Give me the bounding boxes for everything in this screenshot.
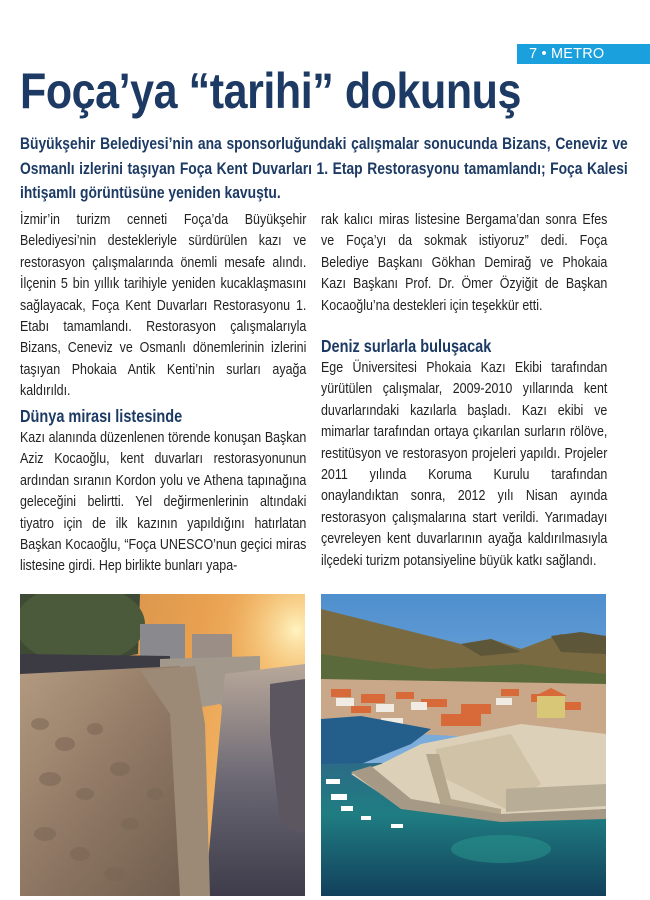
photo-harbour-aerial [321,594,606,896]
harbour-aerial-illustration [321,594,606,896]
intro-paragraph: İzmir’in turizm cenneti Foça’da Büyükşehir Belediyesi’nin destekleriyle sürdürülen kazı ve restorasyon çalışmalarında önemli mesafe alındı. İlçenin 5 bin yıllık tarihiyle yeniden kucaklaşmasını sağlayacak, Foça Kent Duvarları Restorasyonu 1. Etabı tamamlandı. Restorasyon çalışmalarıyla Bizans, Ceneviz ve Osmanlı dönemlerinin izlerini taşıyan Phokaia Antik Kenti’nin surları ayağa kaldırıldı. [20,211,307,400]
right-column [321,209,607,571]
left-column-upper [20,209,306,402]
section-heading-sea-walls: Deniz surlarla buluşacak [321,336,492,357]
article-title: Foça’ya “tarihi” dokunuş [20,63,522,119]
section-heading-world-heritage: Dünya mirası listesinde [20,406,183,426]
world-heritage-paragraph-part2: rak kalıcı miras listesine Bergama’dan sonra Efes ve Foça’yı da sokmak istiyoruz” dedi. Foça Belediye Başkanı Gökhan Demirağ ve Phokaia Kazı Başkanı Prof. Dr. Ömer Özyiğit de Başkan Kocaoğlu’na destekleri için teşekkür etti. [321,211,608,314]
left-column-lower [20,405,306,577]
world-heritage-paragraph-part1: Kazı alanında düzenlenen törende konuşan Başkan Aziz Kocaoğlu, kent duvarları restorasyonunun ardından sıranın Kordon yolu ve Athena tapınağına geleceğini belirtti. Yel değirmenlerinin altındaki tiyatro için de ilk kazının yapıldığını hatırlatan Başkan Kocaoğlu, “Foça UNESCO’nun geçici miras listesine girdi. Hep birlikte bunları yapa- [20,429,307,575]
article-lead: Büyükşehir Belediyesi’nin ana sponsorluğundaki çalışmalar sonucunda Bizans, Ceneviz ve Osmanlı izlerini taşıyan Foça Kent Duvarları 1. Etap Restorasyonu tamamlandı; Foça Kalesi ihtişamlı görüntüsüne yeniden kavuştu. [20,135,628,202]
sea-walls-paragraph: Ege Üniversitesi Phokaia Kazı Ekibi tarafından yürütülen çalışmalar, 2009-2010 yıllarında kent duvarlarındaki kazılarla başladı. Kazı ekibi ve mimarlar tarafından ortaya çıkarılan surların rölöve, restitüsyon ve restorasyon projeleri yapıldı. Projeler 2011 yılında Koruma Kurulu tarafından onaylandıktan sonra, 2012 yılı Nisan ayında restorasyon çalışmalarına start verildi. Yarımadayı çevreleyen kent duvarlarının ayağa kaldırılmasıyla ilçedeki turizm potansiyeline büyük katkı sağlandı. [321,359,608,569]
city-walls-sunset-illustration [20,594,305,896]
photo-city-walls-sunset [20,594,305,896]
section-badge: 7 • METRO [517,44,650,64]
